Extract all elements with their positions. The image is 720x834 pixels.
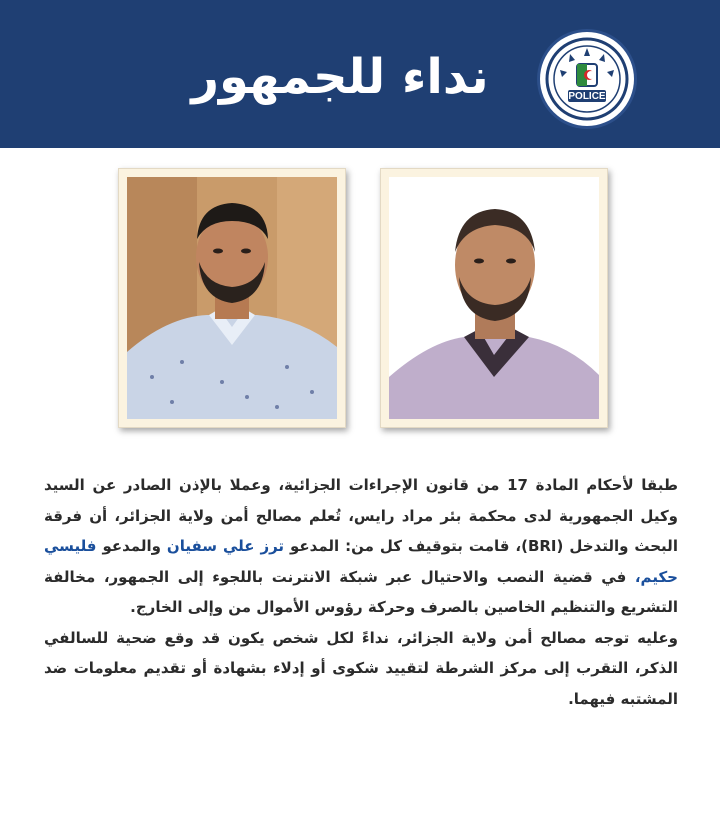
announcement-part-3: في قضية النصب والاحتيال عبر شبكة الانترنت باللجوء إلى الجمهور، مخالفة التشريع والتنظيم الخاصين بالصرف وحركة رؤوس الأموال من وإلى الخارج. xyxy=(44,567,678,616)
announcement-paragraph-1 xyxy=(44,470,678,623)
header-banner xyxy=(0,0,720,148)
announcement-part-2: والمدعو xyxy=(102,537,161,555)
photo-suspect-right xyxy=(380,168,608,428)
announcement-text xyxy=(44,470,678,714)
suspect-name-1: ترز علي سفيان xyxy=(166,537,285,555)
page-title: نداء للجمهور xyxy=(191,49,489,105)
police-emblem-icon xyxy=(540,32,634,126)
suspect-photo-right-image xyxy=(389,177,599,419)
logo-text: POLICE xyxy=(568,91,606,102)
announcement-paragraph-2: وعليه توجه مصالح أمن ولاية الجزائر، نداءً لكل شخص يكون قد وقع ضحية للسالفي الذكر، التقرب إلى مركز الشرطة لتقييد شكوى أو إدلاء بشهادة أو تقديم معلومات ضد المشتبه فيهما. xyxy=(44,628,678,708)
photo-suspect-left xyxy=(118,168,346,428)
announcement-part-1: طبقا لأحكام المادة 17 من قانون الإجراءات الجزائية، وعملا بالإذن الصادر عن السيد وكيل الجمهورية لدى محكمة بئر مراد رايس، تُعلم مصالح أمن ولاية الجزائر، أن فرقة البحث والتدخل (BRI)، قامت بتوقيف كل من: المدعو xyxy=(44,476,678,555)
suspect-name-2: فليسي حكيم، xyxy=(44,537,678,586)
suspect-photo-left-image xyxy=(127,177,337,419)
police-logo xyxy=(540,32,634,126)
